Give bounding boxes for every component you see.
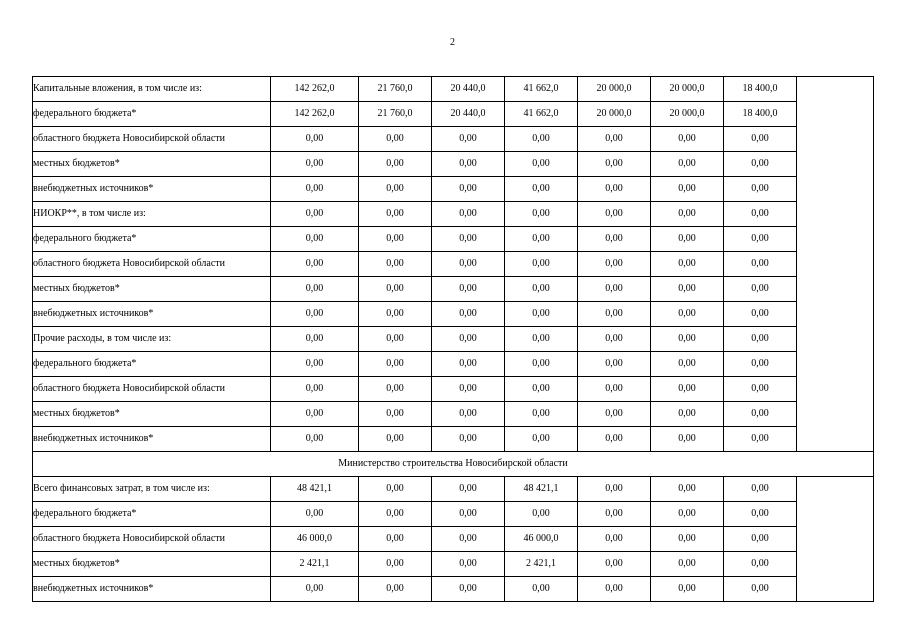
value-cell: 0,00 [651, 502, 724, 527]
value-cell: 0,00 [271, 252, 359, 277]
value-cell: 0,00 [724, 427, 797, 452]
value-cell: 0,00 [651, 427, 724, 452]
value-cell: 0,00 [505, 227, 578, 252]
row-label: Прочие расходы, в том числе из: [33, 327, 271, 352]
value-cell: 0,00 [359, 177, 432, 202]
value-cell: 0,00 [505, 127, 578, 152]
value-cell: 0,00 [432, 477, 505, 502]
value-cell: 21 760,0 [359, 102, 432, 127]
value-cell: 0,00 [271, 277, 359, 302]
value-cell: 0,00 [578, 402, 651, 427]
value-cell: 0,00 [578, 227, 651, 252]
value-cell: 0,00 [359, 327, 432, 352]
value-cell: 0,00 [432, 402, 505, 427]
value-cell: 0,00 [578, 177, 651, 202]
value-cell: 0,00 [651, 327, 724, 352]
value-cell: 0,00 [578, 277, 651, 302]
value-cell: 0,00 [432, 177, 505, 202]
value-cell: 0,00 [505, 152, 578, 177]
value-cell: 0,00 [432, 577, 505, 602]
row-label: федерального бюджета* [33, 502, 271, 527]
value-cell: 0,00 [359, 227, 432, 252]
value-cell: 0,00 [432, 302, 505, 327]
value-cell: 0,00 [578, 327, 651, 352]
row-label: областного бюджета Новосибирской области [33, 377, 271, 402]
section-header-block [33, 452, 874, 477]
table-row [33, 102, 874, 127]
row-label: внебюджетных источников* [33, 577, 271, 602]
value-cell: 0,00 [578, 152, 651, 177]
row-label: областного бюджета Новосибирской области [33, 127, 271, 152]
value-cell: 0,00 [724, 502, 797, 527]
row-label: федерального бюджета* [33, 227, 271, 252]
table-row [33, 127, 874, 152]
value-cell: 0,00 [359, 552, 432, 577]
value-cell: 0,00 [724, 152, 797, 177]
value-cell: 0,00 [651, 352, 724, 377]
value-cell: 0,00 [271, 202, 359, 227]
value-cell: 46 000,0 [271, 527, 359, 552]
value-cell: 0,00 [724, 227, 797, 252]
table-row [33, 502, 874, 527]
value-cell: 0,00 [359, 302, 432, 327]
value-cell: 0,00 [724, 552, 797, 577]
table-row [33, 352, 874, 377]
value-cell: 0,00 [505, 177, 578, 202]
value-cell: 2 421,1 [271, 552, 359, 577]
blank-column-cell [797, 477, 874, 602]
row-label: внебюджетных источников* [33, 427, 271, 452]
value-cell: 0,00 [724, 127, 797, 152]
row-label: НИОКР**, в том числе из: [33, 202, 271, 227]
value-cell: 0,00 [578, 252, 651, 277]
row-label: внебюджетных источников* [33, 302, 271, 327]
value-cell: 0,00 [724, 377, 797, 402]
value-cell: 0,00 [724, 302, 797, 327]
value-cell: 0,00 [651, 252, 724, 277]
value-cell: 0,00 [432, 252, 505, 277]
blank-column-cell [797, 77, 874, 452]
table-row [33, 252, 874, 277]
value-cell: 0,00 [724, 352, 797, 377]
value-cell: 20 440,0 [432, 77, 505, 102]
value-cell: 0,00 [651, 552, 724, 577]
value-cell: 0,00 [651, 477, 724, 502]
value-cell: 0,00 [651, 577, 724, 602]
value-cell: 0,00 [724, 202, 797, 227]
value-cell: 0,00 [271, 127, 359, 152]
value-cell: 0,00 [359, 252, 432, 277]
value-cell: 0,00 [432, 377, 505, 402]
row-label: Всего финансовых затрат, в том числе из: [33, 477, 271, 502]
value-cell: 0,00 [359, 377, 432, 402]
value-cell: 0,00 [505, 352, 578, 377]
value-cell: 0,00 [505, 402, 578, 427]
table-row [33, 527, 874, 552]
row-label: местных бюджетов* [33, 277, 271, 302]
value-cell: 0,00 [271, 302, 359, 327]
value-cell: 21 760,0 [359, 77, 432, 102]
table-row [33, 327, 874, 352]
value-cell: 0,00 [724, 527, 797, 552]
value-cell: 0,00 [271, 352, 359, 377]
value-cell: 20 000,0 [578, 77, 651, 102]
value-cell: 0,00 [271, 377, 359, 402]
row-label: областного бюджета Новосибирской области [33, 527, 271, 552]
value-cell: 0,00 [724, 327, 797, 352]
value-cell: 0,00 [359, 527, 432, 552]
value-cell: 0,00 [724, 252, 797, 277]
budget-table [32, 76, 874, 602]
value-cell: 18 400,0 [724, 102, 797, 127]
value-cell: 0,00 [724, 477, 797, 502]
value-cell: 0,00 [432, 352, 505, 377]
value-cell: 0,00 [578, 352, 651, 377]
value-cell: 0,00 [505, 502, 578, 527]
value-cell: 0,00 [651, 227, 724, 252]
value-cell: 0,00 [271, 577, 359, 602]
row-label: внебюджетных источников* [33, 177, 271, 202]
value-cell: 0,00 [651, 202, 724, 227]
value-cell: 0,00 [505, 327, 578, 352]
value-cell: 0,00 [578, 552, 651, 577]
value-cell: 0,00 [271, 152, 359, 177]
table-row [33, 302, 874, 327]
value-cell: 0,00 [432, 152, 505, 177]
value-cell: 0,00 [505, 302, 578, 327]
value-cell: 0,00 [578, 577, 651, 602]
value-cell: 0,00 [432, 202, 505, 227]
table-row [33, 402, 874, 427]
value-cell: 41 662,0 [505, 102, 578, 127]
value-cell: 0,00 [578, 127, 651, 152]
value-cell: 0,00 [359, 477, 432, 502]
value-cell: 0,00 [271, 177, 359, 202]
value-cell: 20 000,0 [651, 102, 724, 127]
value-cell: 0,00 [505, 252, 578, 277]
section-title: Министерство строительства Новосибирской области [33, 452, 874, 477]
value-cell: 0,00 [651, 177, 724, 202]
value-cell: 0,00 [651, 127, 724, 152]
block-ministry-construction [33, 477, 874, 602]
row-label: федерального бюджета* [33, 102, 271, 127]
value-cell: 0,00 [578, 202, 651, 227]
table-row [33, 577, 874, 602]
value-cell: 0,00 [578, 427, 651, 452]
table-row [33, 277, 874, 302]
value-cell: 0,00 [505, 277, 578, 302]
table-row [33, 477, 874, 502]
value-cell: 20 000,0 [651, 77, 724, 102]
value-cell: 0,00 [651, 377, 724, 402]
value-cell: 0,00 [432, 427, 505, 452]
value-cell: 48 421,1 [505, 477, 578, 502]
row-label: Капитальные вложения, в том числе из: [33, 77, 271, 102]
value-cell: 0,00 [432, 552, 505, 577]
value-cell: 0,00 [578, 527, 651, 552]
value-cell: 0,00 [271, 327, 359, 352]
row-label: областного бюджета Новосибирской области [33, 252, 271, 277]
table-row [33, 177, 874, 202]
value-cell: 0,00 [359, 277, 432, 302]
row-label: местных бюджетов* [33, 402, 271, 427]
value-cell: 0,00 [359, 202, 432, 227]
value-cell: 0,00 [432, 527, 505, 552]
value-cell: 20 000,0 [578, 102, 651, 127]
value-cell: 0,00 [724, 277, 797, 302]
value-cell: 0,00 [359, 152, 432, 177]
value-cell: 0,00 [359, 502, 432, 527]
table-row [33, 377, 874, 402]
value-cell: 0,00 [271, 402, 359, 427]
value-cell: 2 421,1 [505, 552, 578, 577]
value-cell: 46 000,0 [505, 527, 578, 552]
row-label: местных бюджетов* [33, 552, 271, 577]
value-cell: 0,00 [578, 502, 651, 527]
value-cell: 48 421,1 [271, 477, 359, 502]
table-row [33, 552, 874, 577]
value-cell: 142 262,0 [271, 102, 359, 127]
value-cell: 0,00 [578, 377, 651, 402]
table-row [33, 227, 874, 252]
value-cell: 0,00 [651, 402, 724, 427]
value-cell: 0,00 [505, 427, 578, 452]
value-cell: 142 262,0 [271, 77, 359, 102]
row-label: местных бюджетов* [33, 152, 271, 177]
value-cell: 0,00 [271, 227, 359, 252]
value-cell: 0,00 [578, 302, 651, 327]
value-cell: 0,00 [505, 202, 578, 227]
value-cell: 0,00 [651, 527, 724, 552]
value-cell: 18 400,0 [724, 77, 797, 102]
value-cell: 0,00 [359, 427, 432, 452]
value-cell: 0,00 [432, 127, 505, 152]
value-cell: 0,00 [505, 377, 578, 402]
value-cell: 41 662,0 [505, 77, 578, 102]
value-cell: 0,00 [651, 302, 724, 327]
value-cell: 0,00 [271, 502, 359, 527]
value-cell: 0,00 [724, 577, 797, 602]
value-cell: 0,00 [359, 127, 432, 152]
table-row [33, 152, 874, 177]
table-row [33, 427, 874, 452]
value-cell: 0,00 [432, 327, 505, 352]
value-cell: 0,00 [359, 402, 432, 427]
value-cell: 0,00 [724, 177, 797, 202]
value-cell: 0,00 [651, 152, 724, 177]
value-cell: 0,00 [432, 277, 505, 302]
value-cell: 0,00 [505, 577, 578, 602]
table-row [33, 77, 874, 102]
value-cell: 0,00 [359, 577, 432, 602]
block-capital-niokr-other [33, 77, 874, 452]
value-cell: 0,00 [432, 502, 505, 527]
page-number: 2 [450, 37, 455, 48]
value-cell: 0,00 [578, 477, 651, 502]
value-cell: 20 440,0 [432, 102, 505, 127]
value-cell: 0,00 [432, 227, 505, 252]
table-row [33, 202, 874, 227]
value-cell: 0,00 [271, 427, 359, 452]
value-cell: 0,00 [724, 402, 797, 427]
section-header-row [33, 452, 874, 477]
value-cell: 0,00 [359, 352, 432, 377]
row-label: федерального бюджета* [33, 352, 271, 377]
value-cell: 0,00 [651, 277, 724, 302]
